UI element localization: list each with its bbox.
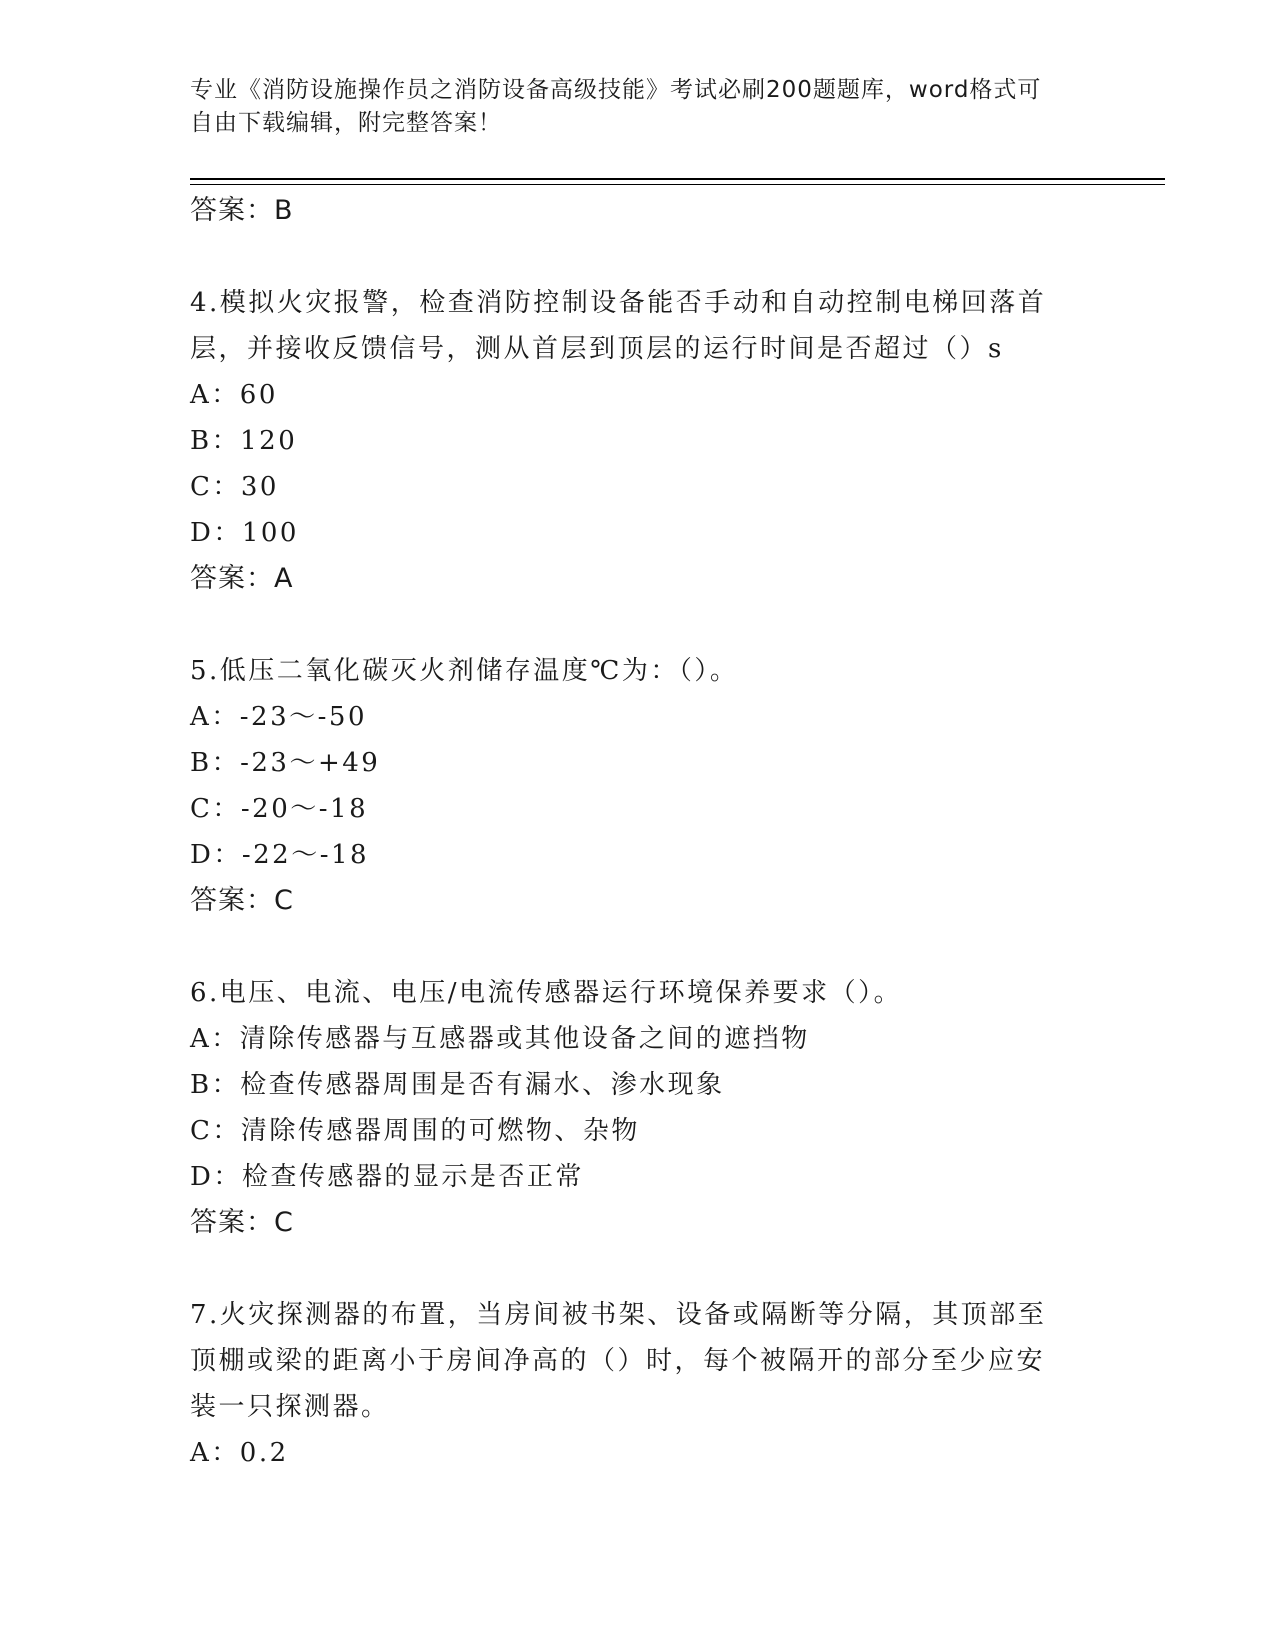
option-a: A：清除传感器与互感器或其他设备之间的遮挡物: [190, 1024, 810, 1054]
header-line-1: 专业《消防设施操作员之消防设备高级技能》考试必刷200题题库，word格式可: [190, 77, 1042, 103]
option-b: B：-23～+49: [190, 748, 381, 778]
question-stem: 7.火灾探测器的布置，当房间被书架、设备或隔断等分隔，其顶部至: [190, 1300, 1047, 1330]
option-a: A：-23～-50: [190, 702, 368, 732]
question-4: [190, 280, 1150, 602]
header-line-2: 自由下载编辑，附完整答案！: [190, 110, 502, 136]
question-stem: 层，并接收反馈信号，测从首层到顶层的运行时间是否超过（）s: [190, 334, 1004, 364]
answer-label: 答案：C: [190, 885, 294, 916]
question-stem: 6.电压、电流、电压/电流传感器运行环境保养要求（）。: [190, 978, 903, 1008]
header-divider-thick: [190, 178, 1165, 180]
answer-label: 答案：C: [190, 1207, 294, 1238]
question-stem: 4.模拟火灾报警，检查消防控制设备能否手动和自动控制电梯回落首: [190, 288, 1047, 318]
option-c: C：-20～-18: [190, 794, 369, 824]
option-b: B：检查传感器周围是否有漏水、渗水现象: [190, 1070, 725, 1100]
question-7: [190, 1292, 1150, 1476]
option-a: A：0.2: [190, 1438, 289, 1468]
option-b: B：120: [190, 426, 298, 456]
option-d: D：-22～-18: [190, 840, 370, 870]
option-c: C：30: [190, 472, 279, 502]
question-list: [190, 188, 1150, 1476]
option-c: C：清除传感器周围的可燃物、杂物: [190, 1116, 640, 1146]
question-5: [190, 648, 1150, 924]
answer-label: 答案：A: [190, 563, 294, 594]
option-d: D：100: [190, 518, 299, 548]
header-divider-thin: [190, 184, 1165, 185]
option-a: A：60: [190, 380, 278, 410]
previous-answer: 答案：B: [190, 195, 294, 226]
document-header: [190, 74, 1070, 140]
question-stem: 顶棚或梁的距离小于房间净高的（）时，每个被隔开的部分至少应安: [190, 1346, 1046, 1376]
question-stem: 5.低压二氧化碳灭火剂储存温度℃为：（）。: [190, 656, 739, 686]
question-stem: 装一只探测器。: [190, 1392, 390, 1422]
option-d: D：检查传感器的显示是否正常: [190, 1162, 584, 1192]
question-6: [190, 970, 1150, 1246]
